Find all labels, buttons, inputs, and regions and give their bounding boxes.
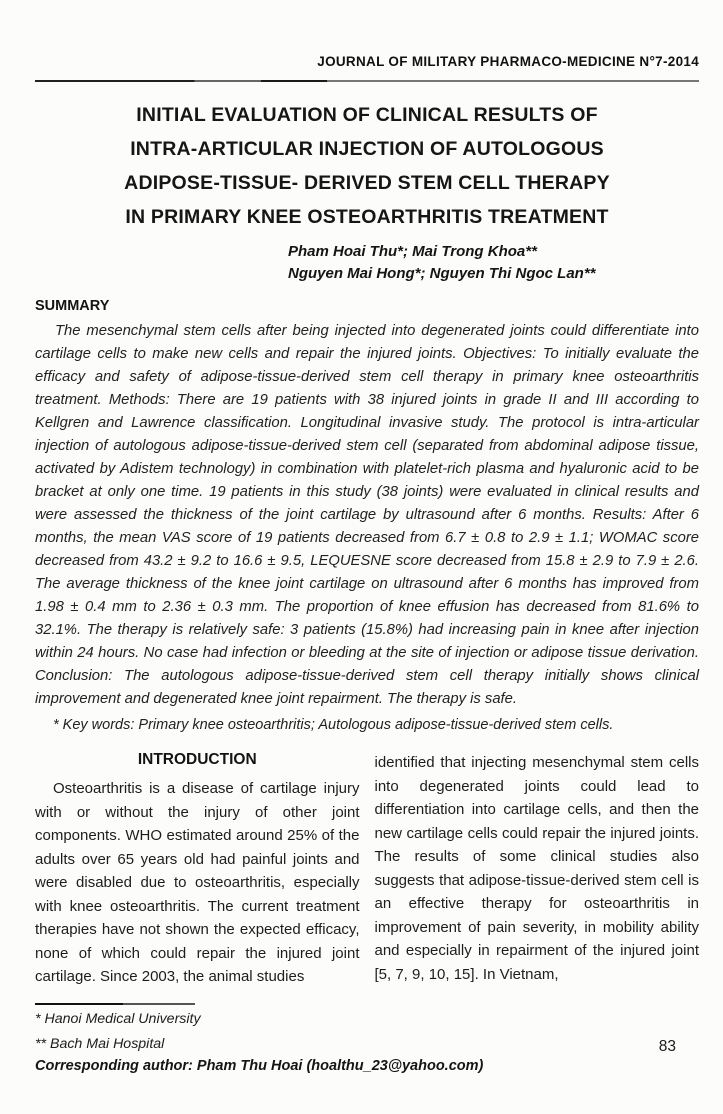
left-column [35, 751, 360, 989]
footnote-affiliation-1: * Hanoi Medical University [35, 1010, 201, 1027]
journal-header: JOURNAL OF MILITARY PHARMACO-MEDICINE N°7-2014 [317, 54, 699, 69]
page-number: 83 [658, 1038, 676, 1055]
article-title-line-1: INITIAL EVALUATION OF CLINICAL RESULTS OF [136, 104, 598, 126]
article-title-line-4: IN PRIMARY KNEE OSTEOARTHRITIS TREATMENT [125, 206, 609, 228]
introduction-right-text: identified that injecting mesenchymal stem cells into degenerated joints could lead to differentiation into cartilage cells, and then the new cartilage cells could repair the injured joints. The results of some clinical studies also suggests that adipose-tissue-derived stem cell is an effective therapy for osteoarthritis in improvement of pain severity, in mobility ability and especially in repairment of the injured joint [5, 7, 9, 10, 15]. In Vietnam, [374, 754, 699, 983]
article-title [35, 98, 699, 234]
article-title-line-2: INTRA-ARTICULAR INJECTION OF AUTOLOGOUS [130, 138, 604, 160]
summary-body: The mesenchymal stem cells after being injected into degenerated joints could differentiate into cartilage cells to make new cells and repair the injured joints. Objectives: To initially evaluate the efficacy and safety of adipose-tissue-derived stem cell therapy in primary knee osteoarthritis treatment. Methods: There are 19 patients with 38 injured joints in grade II and III according to Kellgren and Lawrence classification. Longitudinal invasive study. The protocol is intra-articular injection of autologous adipose-tissue-derived stem cell (separated from abdominal adipose tissue, activated by Adistem technology) in combination with platelet-rich plasma and hyaluronic acid to be bracket at only one time. 19 patients in this study (38 joints) were evaluated in clinical results and were assessed the thickness of the joint cartilage by ultrasound after 6 months. Results: After 6 months, the mean VAS score of 19 patients decreased from 6.7 ± 0.8 to 2.9 ± 1.1; WOMAC score decreased from 43.2 ± 9.2 to 16.6 ± 9.5, LEQUESNE score decreased from 15.8 ± 2.9 to 7.9 ± 2.6. The average thickness of the knee joint cartilage on ultrasound after 6 months has improved from 1.98 ± 0.4 mm to 2.36 ± 0.3 mm. The proportion of knee effusion has decreased from 81.6% to 32.1%. The therapy is relatively safe: 3 patients (15.8%) had increasing pain in knee after injection within 24 hours. No case had infection or bleeding at the site of injection or adipose tissue derivation. Conclusion: The autologous adipose-tissue-derived stem cell therapy initially shows clinical improvement and degenerated knee joint repairment. The therapy is safe. [35, 323, 699, 707]
article-title-line-3: ADIPOSE-TISSUE- DERIVED STEM CELL THERAPY [124, 172, 610, 194]
right-column [375, 751, 700, 989]
introduction-heading: INTRODUCTION [137, 751, 257, 768]
keywords-line: * Key words: Primary knee osteoarthritis; Autologous adipose-tissue-derived stem cells. [53, 717, 614, 733]
corresponding-author: Corresponding author: Pham Thu Hoai (hoalthu_23@yahoo.com) [35, 1057, 484, 1074]
introduction-left-text: Osteoarthritis is a disease of cartilage injury with or without the injury of other joint components. WHO estimated around 25% of the adults over 65 years old had painful joints and were disabled due to osteoarthritis, especially with knee osteoarthritis. The current treatment therapies have not shown the expected efficacy, none of which could repair the injured joint cartilage. Since 2003, the animal studies [35, 780, 360, 985]
authors-line-1: Pham Hoai Thu*; Mai Trong Khoa** [288, 243, 537, 260]
footnote-affiliation-2: ** Bach Mai Hospital [35, 1035, 165, 1052]
header-rule [35, 80, 699, 82]
footnote-rule [35, 1003, 195, 1005]
two-column-section [35, 751, 699, 989]
authors-line-2: Nguyen Mai Hong*; Nguyen Thi Ngoc Lan** [288, 265, 596, 282]
authors-block [288, 241, 699, 285]
summary-heading: SUMMARY [35, 298, 110, 314]
